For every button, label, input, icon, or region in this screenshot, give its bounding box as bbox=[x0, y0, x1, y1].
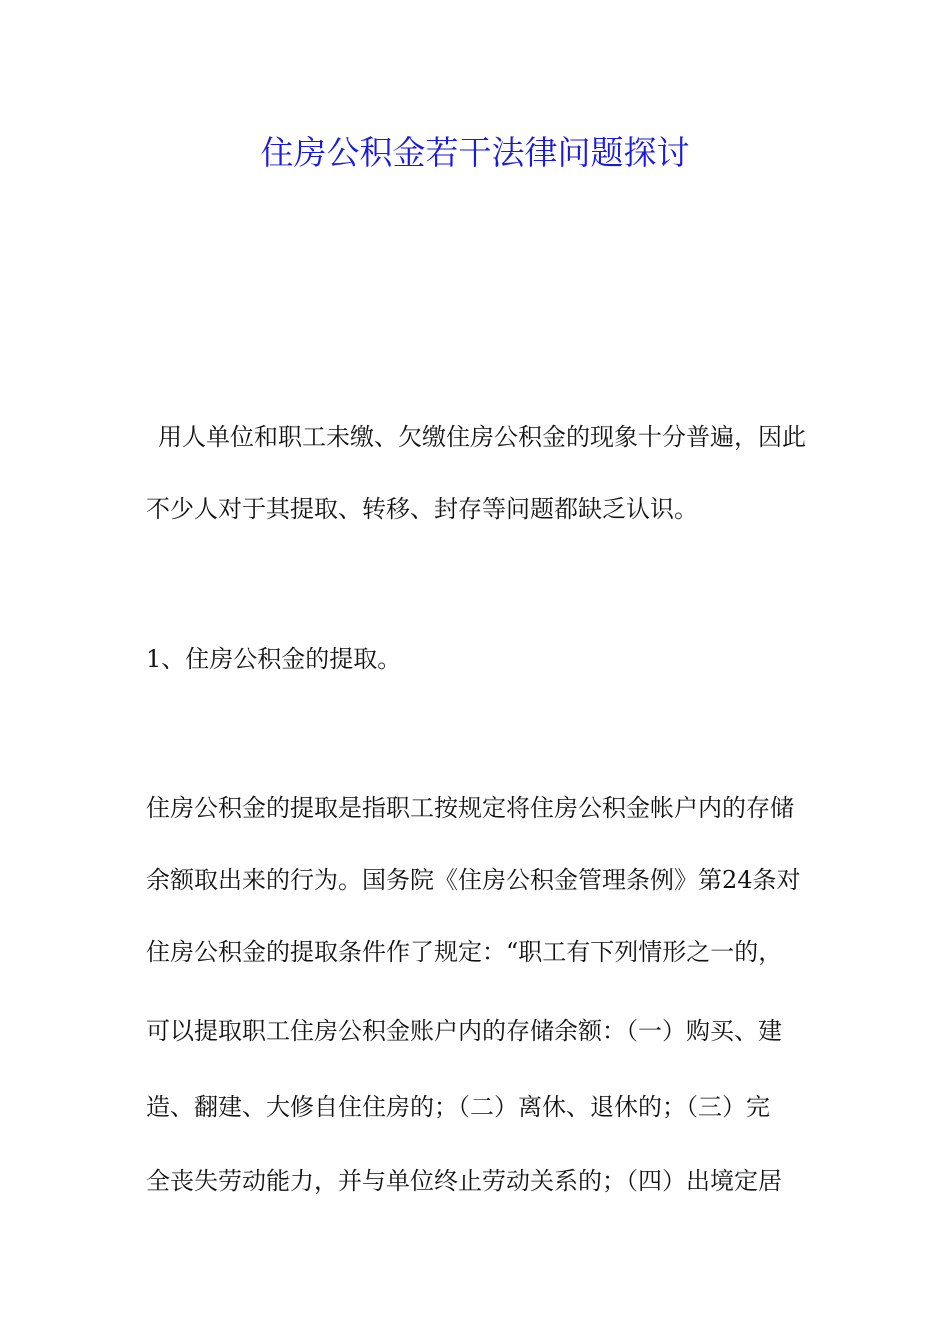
body-line-2: 余额取出来的行为。国务院《住房公积金管理条例》第24条对 bbox=[146, 866, 801, 894]
body-line-4: 可以提取职工住房公积金账户内的存储余额：（一）购买、建 bbox=[146, 1017, 782, 1045]
intro-line-2: 不少人对于其提取、转移、封存等问题都缺乏认识。 bbox=[146, 495, 698, 523]
body-line-3: 住房公积金的提取条件作了规定：“职工有下列情形之一的， bbox=[146, 938, 783, 966]
section-heading: 1、住房公积金的提取。 bbox=[146, 645, 402, 673]
body-line-5: 造、翻建、大修自住住房的；（二）离休、退休的；（三）完 bbox=[146, 1093, 770, 1121]
body-line-6: 全丧失劳动能力，并与单位终止劳动关系的；（四）出境定居 bbox=[146, 1167, 782, 1195]
document-title: 住房公积金若干法律问题探讨 bbox=[260, 133, 690, 172]
intro-line-1: 用人单位和职工未缴、欠缴住房公积金的现象十分普遍，因此 bbox=[158, 423, 806, 451]
body-line-1: 住房公积金的提取是指职工按规定将住房公积金帐户内的存储 bbox=[146, 794, 794, 822]
